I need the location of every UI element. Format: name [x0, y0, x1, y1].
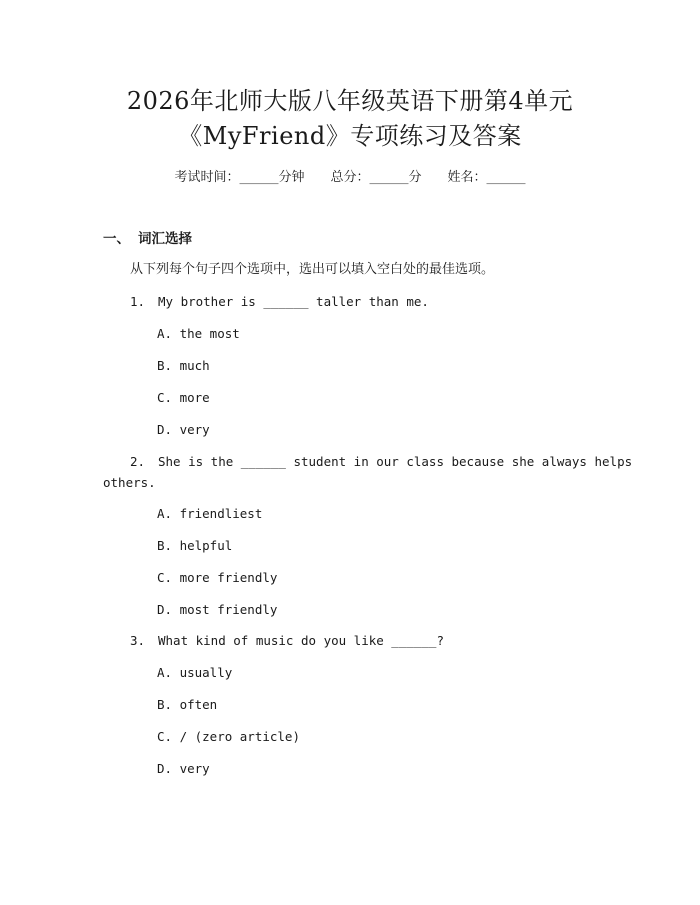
- question-text: She is the ______ student in our class because she always helps: [158, 454, 633, 469]
- question-text: My brother is ______ taller than me.: [158, 294, 429, 309]
- question-number: 3.: [130, 633, 146, 648]
- question-2-option-c: C. more friendly: [157, 570, 278, 585]
- question-1-option-a: A. the most: [157, 326, 240, 341]
- question-number: 1.: [130, 294, 146, 309]
- question-2: [130, 453, 632, 471]
- question-2-option-b: B. helpful: [157, 538, 233, 553]
- question-1-option-c: C. more: [157, 390, 210, 405]
- page-title-line1: 2026年北师大版八年级英语下册第4单元: [126, 87, 574, 115]
- question-3-option-c: C. / (zero article): [157, 729, 300, 744]
- question-3-option-d: D. very: [157, 761, 210, 776]
- question-3-option-b: B. often: [157, 697, 218, 712]
- question-2-option-a: A. friendliest: [157, 506, 263, 521]
- student-name-label: 姓名：______: [447, 170, 526, 185]
- total-score-label: 总分：______分: [330, 170, 422, 185]
- question-number: 2.: [130, 454, 146, 469]
- question-text: What kind of music do you like ______?: [158, 633, 444, 648]
- question-3: [130, 632, 444, 650]
- section-number: 一、: [103, 231, 130, 247]
- page-title-line2: 《MyFriend》专项练习及答案: [178, 122, 522, 150]
- exam-meta: [0, 169, 700, 187]
- question-2-continuation: others.: [103, 475, 156, 490]
- question-2-option-d: D. most friendly: [157, 602, 278, 617]
- question-3-option-a: A. usually: [157, 665, 233, 680]
- question-1: [130, 293, 429, 311]
- question-1-option-b: B. much: [157, 358, 210, 373]
- section-heading: [103, 230, 192, 248]
- section-instruction: 从下列每个句子四个选项中，选出可以填入空白处的最佳选项。: [130, 262, 495, 277]
- exam-time-label: 考试时间：______分钟: [174, 170, 305, 185]
- question-1-option-d: D. very: [157, 422, 210, 437]
- section-title: 词汇选择: [138, 231, 192, 247]
